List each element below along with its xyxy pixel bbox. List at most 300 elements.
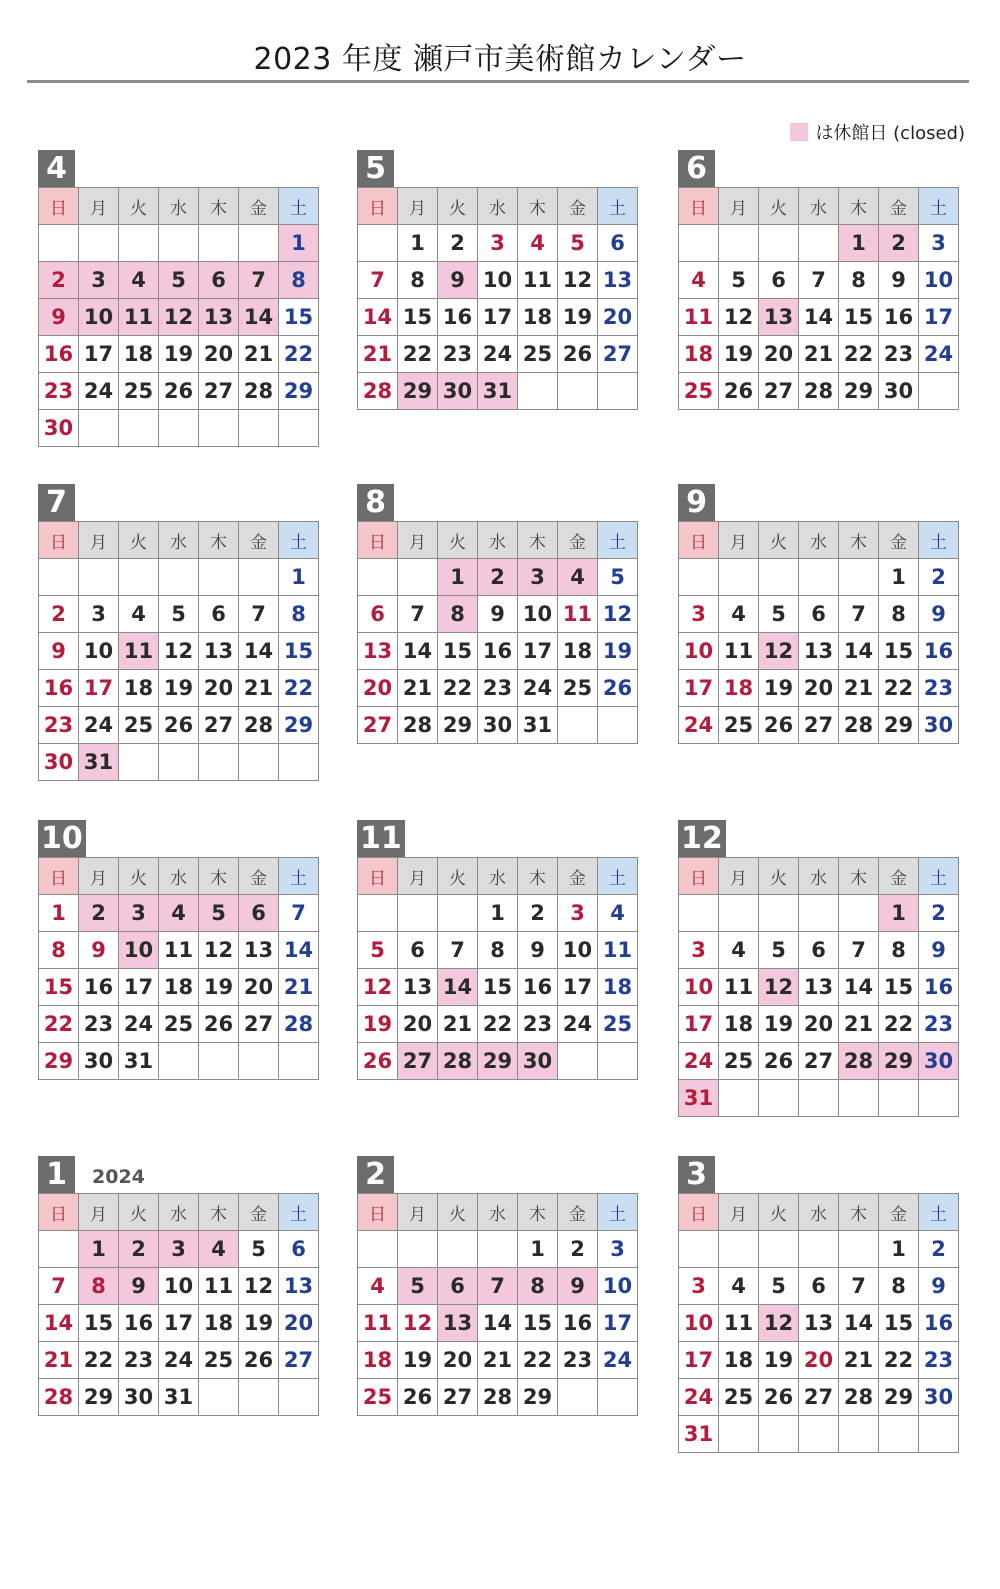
day-cell: 9 — [478, 596, 518, 633]
empty-day-cell — [759, 895, 799, 932]
month-header — [678, 150, 952, 187]
day-cell: 1 — [879, 559, 919, 596]
day-cell: 9 — [79, 932, 119, 969]
month-calendar — [678, 150, 952, 410]
day-cell: 8 — [879, 932, 919, 969]
month-header — [357, 484, 631, 521]
weekday-header: 火 — [438, 522, 478, 559]
weekday-header: 日 — [679, 1194, 719, 1231]
empty-day-cell — [279, 744, 319, 781]
day-cell: 19 — [598, 633, 638, 670]
day-cell: 13 — [759, 299, 799, 336]
month-number: 11 — [357, 820, 405, 857]
day-cell: 26 — [598, 670, 638, 707]
day-cell: 21 — [839, 1006, 879, 1043]
day-cell: 4 — [119, 262, 159, 299]
day-cell: 14 — [239, 299, 279, 336]
day-cell: 1 — [39, 895, 79, 932]
day-cell: 26 — [159, 707, 199, 744]
day-cell: 17 — [79, 336, 119, 373]
day-cell: 17 — [79, 670, 119, 707]
empty-day-cell — [558, 1043, 598, 1080]
day-cell: 26 — [159, 373, 199, 410]
week-row — [358, 707, 638, 744]
day-cell: 25 — [358, 1379, 398, 1416]
day-cell: 22 — [478, 1006, 518, 1043]
day-cell: 15 — [879, 1305, 919, 1342]
week-row — [39, 707, 319, 744]
empty-day-cell — [719, 1080, 759, 1117]
weekday-header-row — [39, 522, 319, 559]
weekday-header: 金 — [879, 1194, 919, 1231]
week-row — [358, 969, 638, 1006]
empty-day-cell — [279, 1379, 319, 1416]
week-row — [679, 1268, 959, 1305]
day-cell: 27 — [438, 1379, 478, 1416]
legend-label: は休館日 (closed) — [815, 123, 965, 144]
weekday-header: 金 — [239, 188, 279, 225]
day-cell: 22 — [279, 670, 319, 707]
empty-day-cell — [358, 1231, 398, 1268]
weekday-header: 金 — [558, 858, 598, 895]
day-cell: 7 — [239, 596, 279, 633]
day-cell: 5 — [719, 262, 759, 299]
day-cell: 27 — [799, 1043, 839, 1080]
empty-day-cell — [799, 1080, 839, 1117]
week-row — [39, 299, 319, 336]
month-calendar — [38, 150, 312, 447]
day-cell: 30 — [79, 1043, 119, 1080]
weekday-header-row — [358, 522, 638, 559]
weekday-header: 水 — [478, 522, 518, 559]
day-cell: 13 — [398, 969, 438, 1006]
empty-day-cell — [879, 1416, 919, 1453]
weekday-header: 月 — [719, 1194, 759, 1231]
day-cell: 29 — [279, 707, 319, 744]
week-row — [39, 410, 319, 447]
day-cell: 21 — [239, 670, 279, 707]
month-table — [678, 1193, 959, 1453]
weekday-header-row — [679, 188, 959, 225]
day-cell: 28 — [839, 1379, 879, 1416]
weekday-header: 水 — [799, 522, 839, 559]
month-calendar — [357, 820, 631, 1080]
day-cell: 6 — [799, 1268, 839, 1305]
day-cell: 10 — [679, 969, 719, 1006]
day-cell: 27 — [279, 1342, 319, 1379]
empty-day-cell — [279, 1043, 319, 1080]
week-row — [358, 1006, 638, 1043]
week-row — [39, 1043, 319, 1080]
empty-day-cell — [159, 1043, 199, 1080]
weekday-header: 水 — [159, 1194, 199, 1231]
day-cell: 2 — [879, 225, 919, 262]
day-cell: 20 — [398, 1006, 438, 1043]
day-cell: 23 — [39, 373, 79, 410]
day-cell: 1 — [879, 895, 919, 932]
day-cell: 23 — [478, 670, 518, 707]
day-cell: 5 — [358, 932, 398, 969]
weekday-header: 火 — [759, 188, 799, 225]
page-title: 2023 年度 瀬戸市美術館カレンダー — [253, 42, 747, 77]
day-cell: 8 — [879, 596, 919, 633]
week-row — [39, 262, 319, 299]
weekday-header: 日 — [358, 858, 398, 895]
day-cell: 20 — [759, 336, 799, 373]
empty-day-cell — [839, 1080, 879, 1117]
month-header — [678, 484, 952, 521]
day-cell: 19 — [759, 1006, 799, 1043]
day-cell: 29 — [79, 1379, 119, 1416]
week-row — [39, 633, 319, 670]
day-cell: 7 — [39, 1268, 79, 1305]
day-cell: 29 — [279, 373, 319, 410]
empty-day-cell — [598, 707, 638, 744]
day-cell: 6 — [279, 1231, 319, 1268]
day-cell: 15 — [398, 299, 438, 336]
day-cell: 14 — [39, 1305, 79, 1342]
day-cell: 20 — [598, 299, 638, 336]
day-cell: 17 — [679, 1342, 719, 1379]
day-cell: 1 — [79, 1231, 119, 1268]
day-cell: 16 — [478, 633, 518, 670]
weekday-header: 水 — [478, 858, 518, 895]
day-cell: 14 — [358, 299, 398, 336]
day-cell: 19 — [719, 336, 759, 373]
weekday-header: 火 — [119, 858, 159, 895]
day-cell: 10 — [679, 1305, 719, 1342]
day-cell: 13 — [199, 633, 239, 670]
day-cell: 16 — [919, 969, 959, 1006]
day-cell: 2 — [919, 1231, 959, 1268]
week-row — [679, 1416, 959, 1453]
day-cell: 28 — [438, 1043, 478, 1080]
week-row — [39, 895, 319, 932]
day-cell: 14 — [438, 969, 478, 1006]
empty-day-cell — [839, 1231, 879, 1268]
empty-day-cell — [39, 559, 79, 596]
day-cell: 20 — [239, 969, 279, 1006]
month-number: 9 — [678, 484, 715, 521]
day-cell: 20 — [279, 1305, 319, 1342]
day-cell: 16 — [558, 1305, 598, 1342]
day-cell: 14 — [799, 299, 839, 336]
empty-day-cell — [919, 1080, 959, 1117]
day-cell: 1 — [279, 559, 319, 596]
day-cell: 13 — [239, 932, 279, 969]
day-cell: 11 — [119, 299, 159, 336]
day-cell: 24 — [679, 1043, 719, 1080]
day-cell: 14 — [839, 1305, 879, 1342]
month-table — [38, 187, 319, 447]
day-cell: 23 — [518, 1006, 558, 1043]
day-cell: 1 — [279, 225, 319, 262]
empty-day-cell — [879, 1080, 919, 1117]
day-cell: 4 — [159, 895, 199, 932]
day-cell: 9 — [919, 596, 959, 633]
day-cell: 11 — [199, 1268, 239, 1305]
empty-day-cell — [239, 225, 279, 262]
day-cell: 5 — [159, 262, 199, 299]
week-row — [358, 670, 638, 707]
day-cell: 21 — [39, 1342, 79, 1379]
week-row — [679, 707, 959, 744]
day-cell: 8 — [398, 262, 438, 299]
day-cell: 24 — [159, 1342, 199, 1379]
day-cell: 24 — [79, 373, 119, 410]
week-row — [39, 1006, 319, 1043]
weekday-header: 月 — [79, 858, 119, 895]
empty-day-cell — [919, 1416, 959, 1453]
month-number: 4 — [38, 150, 75, 187]
empty-day-cell — [199, 225, 239, 262]
day-cell: 4 — [679, 262, 719, 299]
week-row — [679, 336, 959, 373]
weekday-header: 水 — [799, 1194, 839, 1231]
day-cell: 19 — [558, 299, 598, 336]
day-cell: 29 — [839, 373, 879, 410]
day-cell: 10 — [119, 932, 159, 969]
weekday-header-row — [679, 522, 959, 559]
weekday-header: 火 — [438, 858, 478, 895]
weekday-header: 月 — [719, 522, 759, 559]
day-cell: 23 — [919, 670, 959, 707]
day-cell: 4 — [719, 596, 759, 633]
week-row — [679, 1080, 959, 1117]
day-cell: 29 — [879, 1379, 919, 1416]
week-row — [358, 1342, 638, 1379]
weekday-header: 土 — [919, 522, 959, 559]
day-cell: 31 — [679, 1080, 719, 1117]
weekday-header: 土 — [598, 188, 638, 225]
month-header — [38, 1156, 312, 1193]
day-cell: 19 — [159, 670, 199, 707]
day-cell: 23 — [919, 1342, 959, 1379]
day-cell: 12 — [759, 969, 799, 1006]
day-cell: 27 — [239, 1006, 279, 1043]
day-cell: 21 — [839, 1342, 879, 1379]
day-cell: 3 — [679, 596, 719, 633]
weekday-header: 土 — [279, 522, 319, 559]
weekday-header: 木 — [518, 1194, 558, 1231]
weekday-header: 月 — [79, 1194, 119, 1231]
week-row — [679, 1231, 959, 1268]
empty-day-cell — [199, 744, 239, 781]
weekday-header: 木 — [199, 1194, 239, 1231]
empty-day-cell — [39, 1231, 79, 1268]
day-cell: 31 — [79, 744, 119, 781]
day-cell: 7 — [438, 932, 478, 969]
weekday-header: 日 — [39, 1194, 79, 1231]
day-cell: 11 — [159, 932, 199, 969]
day-cell: 12 — [358, 969, 398, 1006]
day-cell: 28 — [39, 1379, 79, 1416]
empty-day-cell — [799, 559, 839, 596]
day-cell: 23 — [879, 336, 919, 373]
day-cell: 26 — [759, 707, 799, 744]
empty-day-cell — [598, 373, 638, 410]
day-cell: 22 — [518, 1342, 558, 1379]
day-cell: 9 — [119, 1268, 159, 1305]
day-cell: 18 — [558, 633, 598, 670]
day-cell: 31 — [518, 707, 558, 744]
day-cell: 30 — [119, 1379, 159, 1416]
day-cell: 30 — [39, 744, 79, 781]
weekday-header: 日 — [39, 858, 79, 895]
day-cell: 27 — [799, 1379, 839, 1416]
day-cell: 16 — [919, 633, 959, 670]
month-number: 5 — [357, 150, 394, 187]
day-cell: 1 — [839, 225, 879, 262]
day-cell: 23 — [919, 1006, 959, 1043]
day-cell: 6 — [199, 596, 239, 633]
day-cell: 18 — [679, 336, 719, 373]
day-cell: 10 — [598, 1268, 638, 1305]
day-cell: 21 — [478, 1342, 518, 1379]
day-cell: 3 — [598, 1231, 638, 1268]
empty-day-cell — [799, 225, 839, 262]
day-cell: 12 — [159, 633, 199, 670]
day-cell: 16 — [438, 299, 478, 336]
day-cell: 4 — [719, 1268, 759, 1305]
day-cell: 12 — [759, 633, 799, 670]
day-cell: 30 — [919, 707, 959, 744]
week-row — [358, 1268, 638, 1305]
day-cell: 13 — [598, 262, 638, 299]
day-cell: 2 — [518, 895, 558, 932]
week-row — [679, 1379, 959, 1416]
month-calendar — [38, 820, 312, 1080]
day-cell: 3 — [478, 225, 518, 262]
month-calendar — [38, 1156, 312, 1416]
week-row — [39, 1379, 319, 1416]
weekday-header: 土 — [598, 522, 638, 559]
empty-day-cell — [759, 1416, 799, 1453]
weekday-header: 土 — [279, 188, 319, 225]
day-cell: 26 — [239, 1342, 279, 1379]
weekday-header: 金 — [239, 858, 279, 895]
weekday-header: 日 — [358, 1194, 398, 1231]
weekday-header-row — [679, 858, 959, 895]
day-cell: 15 — [879, 633, 919, 670]
week-row — [39, 744, 319, 781]
day-cell: 8 — [879, 1268, 919, 1305]
day-cell: 20 — [799, 670, 839, 707]
empty-day-cell — [239, 559, 279, 596]
day-cell: 16 — [79, 969, 119, 1006]
day-cell: 16 — [39, 670, 79, 707]
week-row — [358, 1305, 638, 1342]
week-row — [679, 1305, 959, 1342]
day-cell: 11 — [719, 1305, 759, 1342]
weekday-header: 日 — [358, 188, 398, 225]
day-cell: 30 — [879, 373, 919, 410]
empty-day-cell — [598, 1379, 638, 1416]
month-calendar — [678, 1156, 952, 1453]
week-row — [358, 633, 638, 670]
day-cell: 25 — [719, 1379, 759, 1416]
week-row — [679, 969, 959, 1006]
day-cell: 18 — [199, 1305, 239, 1342]
day-cell: 10 — [919, 262, 959, 299]
day-cell: 2 — [558, 1231, 598, 1268]
day-cell: 15 — [279, 299, 319, 336]
week-row — [358, 1043, 638, 1080]
day-cell: 7 — [358, 262, 398, 299]
day-cell: 19 — [159, 336, 199, 373]
empty-day-cell — [839, 559, 879, 596]
day-cell: 6 — [598, 225, 638, 262]
day-cell: 30 — [438, 373, 478, 410]
day-cell: 16 — [879, 299, 919, 336]
day-cell: 21 — [398, 670, 438, 707]
empty-day-cell — [239, 410, 279, 447]
day-cell: 3 — [159, 1231, 199, 1268]
week-row — [679, 559, 959, 596]
weekday-header: 土 — [919, 858, 959, 895]
month-header — [38, 150, 312, 187]
day-cell: 28 — [358, 373, 398, 410]
day-cell: 22 — [279, 336, 319, 373]
day-cell: 16 — [518, 969, 558, 1006]
day-cell: 6 — [799, 932, 839, 969]
month-table — [357, 521, 638, 744]
weekday-header: 土 — [279, 1194, 319, 1231]
empty-day-cell — [159, 559, 199, 596]
week-row — [358, 559, 638, 596]
day-cell: 8 — [518, 1268, 558, 1305]
week-row — [679, 1342, 959, 1379]
day-cell: 4 — [518, 225, 558, 262]
day-cell: 11 — [598, 932, 638, 969]
week-row — [39, 336, 319, 373]
weekday-header: 水 — [478, 188, 518, 225]
day-cell: 24 — [518, 670, 558, 707]
weekday-header: 木 — [518, 858, 558, 895]
weekday-header: 土 — [279, 858, 319, 895]
month-calendar — [357, 484, 631, 744]
month-table — [678, 857, 959, 1117]
day-cell: 24 — [558, 1006, 598, 1043]
month-number: 10 — [38, 820, 86, 857]
week-row — [358, 895, 638, 932]
day-cell: 19 — [358, 1006, 398, 1043]
day-cell: 11 — [719, 969, 759, 1006]
day-cell: 8 — [279, 596, 319, 633]
day-cell: 9 — [39, 633, 79, 670]
empty-day-cell — [759, 1080, 799, 1117]
empty-day-cell — [919, 373, 959, 410]
day-cell: 13 — [199, 299, 239, 336]
month-header — [38, 484, 312, 521]
month-table — [38, 521, 319, 781]
day-cell: 12 — [159, 299, 199, 336]
day-cell: 17 — [558, 969, 598, 1006]
weekday-header: 木 — [839, 1194, 879, 1231]
day-cell: 10 — [79, 299, 119, 336]
empty-day-cell — [39, 225, 79, 262]
day-cell: 26 — [558, 336, 598, 373]
day-cell: 26 — [358, 1043, 398, 1080]
day-cell: 23 — [79, 1006, 119, 1043]
day-cell: 5 — [159, 596, 199, 633]
month-table — [678, 521, 959, 744]
weekday-header: 月 — [719, 188, 759, 225]
day-cell: 13 — [279, 1268, 319, 1305]
day-cell: 20 — [799, 1342, 839, 1379]
day-cell: 30 — [919, 1043, 959, 1080]
empty-day-cell — [719, 225, 759, 262]
